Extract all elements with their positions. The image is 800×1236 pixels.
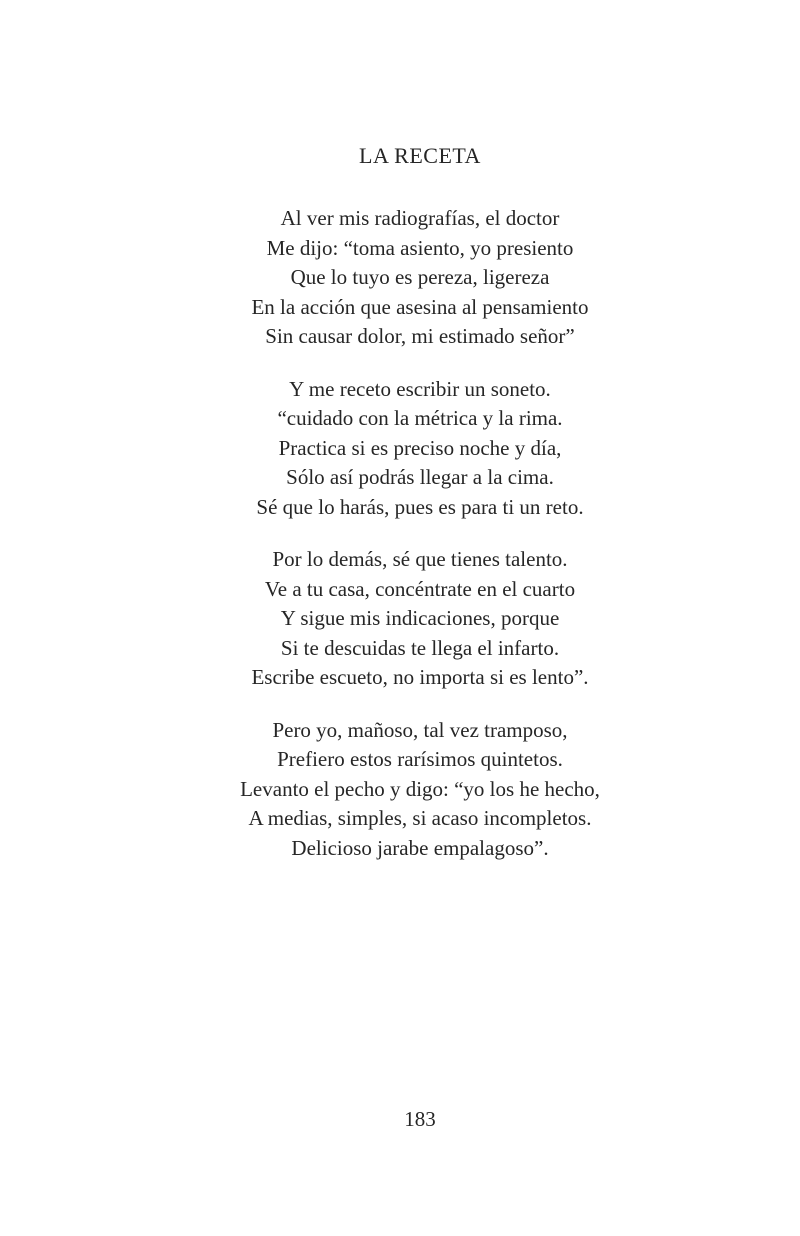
poem-line: Y sigue mis indicaciones, porque [280,606,560,630]
poem-line: Sin causar dolor, mi estimado señor” [265,324,575,348]
poem-line: Que lo tuyo es pereza, ligereza [290,265,550,289]
poem-line: Practica si es preciso noche y día, [278,435,562,460]
poem-line: Escribe escueto, no importa si es lento”. [251,665,589,689]
stanza-1 [40,204,800,352]
poem-block [40,0,800,886]
stanza-2 [40,375,800,523]
stanza-4 [40,716,800,864]
stanza-3 [40,545,800,693]
poem-line: “cuidado con la métrica y la rima. [277,406,563,430]
poem-line: En la acción que asesina al pensamiento [251,294,589,319]
poem-line: Por lo demás, sé que tienes talento. [272,547,568,571]
poem-line: Y me receto escribir un soneto. [289,376,551,401]
poem-line: Sé que lo harás, pues es para ti un reto. [256,494,584,519]
poem-line: Levanto el pecho y digo: “yo los he hecho, [240,776,600,801]
poem-line: Si te descuidas te llega el infarto. [280,635,560,660]
poem-line: Ve a tu casa, concéntrate en el cuarto [264,576,576,601]
poem-line: A medias, simples, si acaso incompletos. [248,806,592,830]
page-number: 183 [404,1107,436,1131]
poem-title: LA RECETA [359,143,481,168]
poem-line: Delicioso jarabe empalagoso”. [291,835,549,860]
poem-line: Pero yo, mañoso, tal vez tramposo, [272,717,568,742]
poem-line: Prefiero estos rarísimos quintetos. [277,747,563,771]
poem-line: Me dijo: “toma asiento, yo presiento [266,235,574,260]
poem-line: Sólo así podrás llegar a la cima. [286,465,554,489]
poem-line: Al ver mis radiografías, el doctor [280,206,560,230]
